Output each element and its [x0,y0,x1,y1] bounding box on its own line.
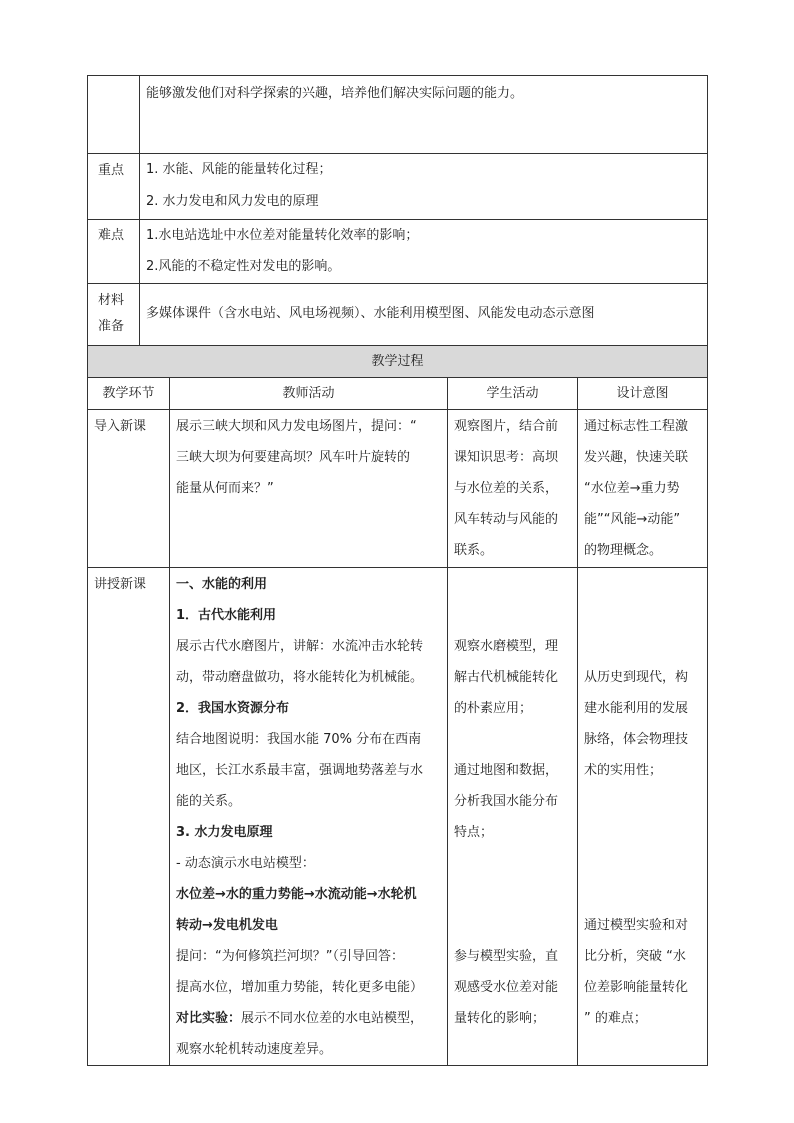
intro-continuation-row [88,76,708,154]
spacer [454,879,571,910]
intro-text: 能够激发他们对科学探索的兴趣，培养他们解决实际问题的能力。 [146,86,524,101]
intent-line: 术的实用性； [584,763,663,778]
intent-line: 脉络，体会物理技 [584,732,689,747]
spacer [454,910,571,941]
student-line: 参与模型实验，直 [454,949,559,964]
intent-line: 通过模型实验和对 [584,918,689,933]
difficulties-cell [140,220,708,284]
teacher-line: 提问：“为何修筑拦河坝？”（引导回答： [176,949,404,964]
intent-line: 比分析，突破 “水 [584,949,686,964]
intent-line: “水位差→重力势 [584,481,680,496]
student-line: 观感受水位差对能 [454,980,559,995]
intent-intro-cell [578,410,708,568]
intent-line: 发兴趣，快速关联 [584,450,689,465]
student-intro-cell [448,410,578,568]
intent-line: 的物理概念。 [584,543,663,558]
teacher-line: 动，带动磨盘做功，将水能转化为机械能。 [176,670,424,685]
stage-lecture: 讲授新课 [88,568,170,1066]
spacer [454,600,571,631]
intent-line: ” 的难点； [584,1011,647,1026]
key-points-row [88,154,708,220]
teacher-line: 能量从何而来？” [176,481,274,496]
spacer [454,724,571,755]
teacher-line: 观察水轮机转动速度差异。 [176,1042,333,1057]
experiment-line [176,1003,441,1034]
process-title: 教学过程 [88,346,708,378]
student-line: 分析我国水能分布 [454,794,559,809]
spacer [454,569,571,600]
materials-label-line2: 准备 [98,319,125,334]
stage-intro: 导入新课 [88,410,170,568]
student-line: 特点； [454,825,494,840]
student-line: 通过地图和数据， [454,763,559,778]
teacher-line: 三峡大坝为何要建高坝？风车叶片旋转的 [176,450,411,465]
spacer [584,569,701,600]
student-line: 量转化的影响； [454,1011,546,1026]
teacher-line: 展示三峡大坝和风力发电场图片，提问：“ [176,419,417,434]
intent-line: 从历史到现代，构 [584,670,689,685]
spacer [454,848,571,879]
difficulty-item: 1.水电站选址中水位差对能量转化效率的影响； [146,228,419,243]
experiment-label: 对比实验： [176,1011,242,1026]
teacher-line: 能的关系。 [176,794,242,809]
intro-lesson-row [88,410,708,568]
teacher-intro-cell [170,410,448,568]
student-line: 观察图片，结合前 [454,419,559,434]
energy-chain-line: 转动→发电机发电 [176,918,278,933]
header-student: 学生活动 [448,378,578,410]
intent-line: 通过标志性工程激 [584,419,689,434]
key-points-label: 重点 [88,154,140,220]
teacher-lecture-cell [170,568,448,1066]
materials-label [88,284,140,346]
section-heading: 一、水能的利用 [176,577,268,592]
teacher-line: 地区，长江水系最丰富，强调地势落差与水 [176,763,424,778]
intent-lecture-cell [578,568,708,1066]
header-teacher: 教师活动 [170,378,448,410]
process-title-row [88,346,708,378]
empty-label-cell [88,76,140,154]
energy-chain-line: 水位差→水的重力势能→水流动能→水轮机 [176,887,417,902]
experiment-text: 展示不同水位差的水电站模型， [241,1011,424,1026]
subsection-heading: 3. 水力发电原理 [176,825,273,840]
materials-label-line1: 材料 [98,293,125,308]
key-point-item: 2. 水力发电和风力发电的原理 [146,194,319,209]
process-header-row [88,378,708,410]
spacer [584,786,701,817]
difficulties-row [88,220,708,284]
subsection-heading: 2．我国水资源分布 [176,701,290,716]
teacher-line: 提高水位，增加重力势能，转化更多电能） [176,980,424,995]
student-line: 风车转动与风能的 [454,512,559,527]
student-line: 观察水磨模型，理 [454,639,559,654]
teacher-line: 展示古代水磨图片，讲解：水流冲击水轮转 [176,639,424,654]
spacer [584,817,701,848]
student-lecture-cell [448,568,578,1066]
teacher-line: - 动态演示水电站模型： [176,856,315,871]
spacer [584,848,701,879]
student-line: 课知识思考：高坝 [454,450,559,465]
materials-row [88,284,708,346]
student-line: 的朴素应用； [454,701,533,716]
subsection-heading: 1．古代水能利用 [176,608,277,623]
key-points-cell [140,154,708,220]
lecture-row [88,568,708,1066]
student-line: 与水位差的关系， [454,481,559,496]
intent-line: 能”“风能→动能” [584,512,681,527]
materials-cell [140,284,708,346]
difficulty-item: 2.风能的不稳定性对发电的影响。 [146,259,341,274]
intro-text-cell [140,76,708,154]
intent-line: 位差影响能量转化 [584,980,689,995]
lesson-plan-table [87,75,708,1066]
spacer [584,631,701,662]
intent-line: 建水能利用的发展 [584,701,689,716]
teacher-line: 结合地图说明：我国水能 70% 分布在西南 [176,732,422,747]
spacer [584,600,701,631]
difficulties-label: 难点 [88,220,140,284]
student-line: 联系。 [454,543,494,558]
spacer [584,879,701,910]
materials-text: 多媒体课件（含水电站、风电场视频）、水能利用模型图、风能发电动态示意图 [146,306,595,321]
key-point-item: 1. 水能、风能的能量转化过程； [146,162,332,177]
header-intent: 设计意图 [578,378,708,410]
header-stage: 教学环节 [88,378,170,410]
student-line: 解古代机械能转化 [454,670,559,685]
